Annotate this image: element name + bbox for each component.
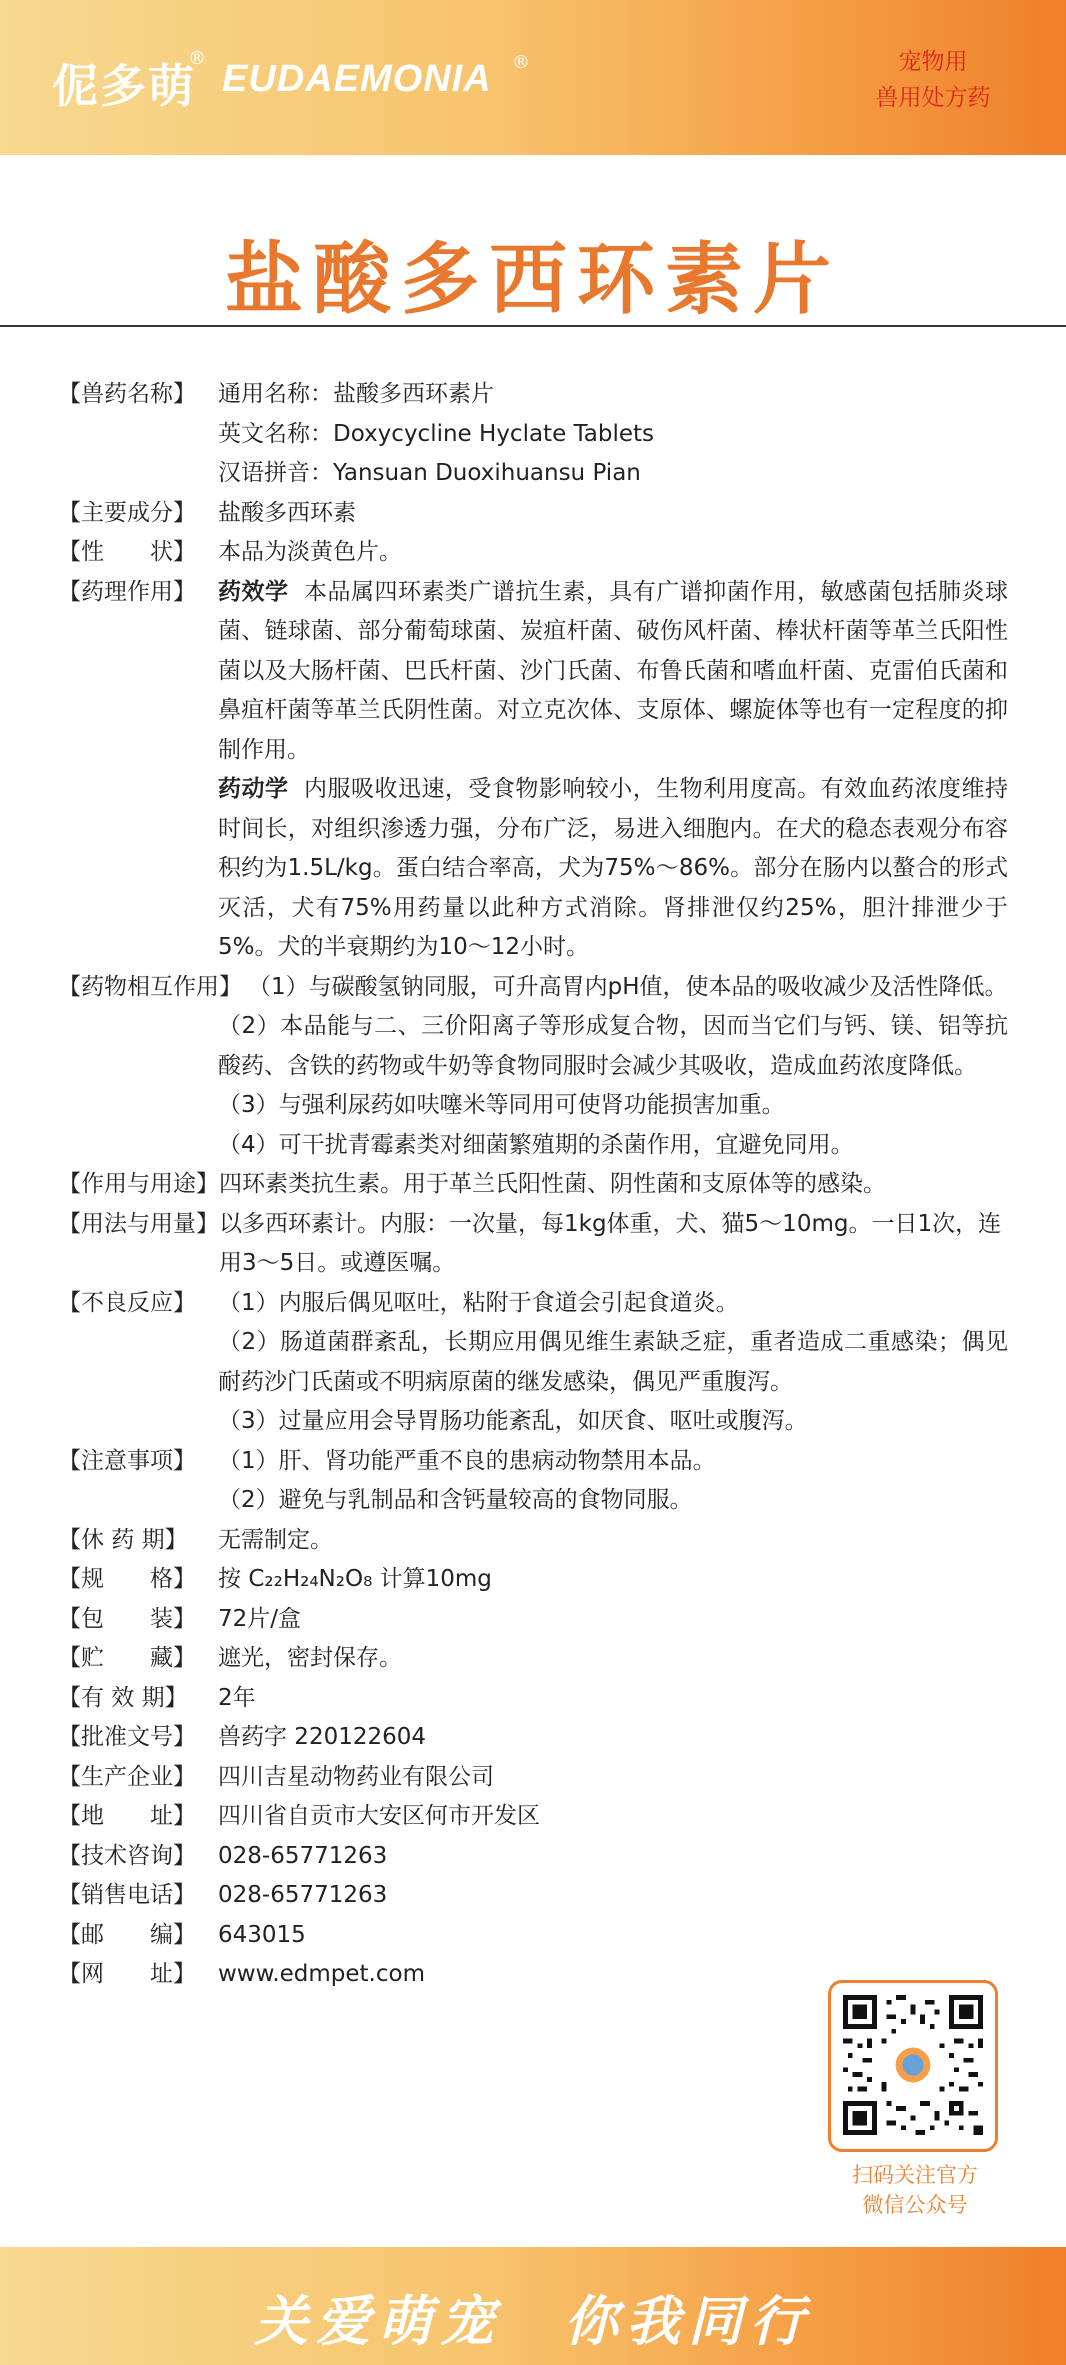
pk-text: 内服吸收迅速，受食物影响较小，生物利用度高。有效血药浓度维持时间长，对组织渗透力强，分布广泛，易进入细胞内。在犬的稳态表观分布容积约为1.5L/kg。蛋白结合率高，犬为75%～86%。部分在肠内以螯合的形式灭活，犬有75%用药量以此种方式消除。肾排泄仅约25%，胆汁排泄少于5%。犬的半衰期约为10～12小时。 [218, 776, 1009, 960]
pharmacodynamics [218, 573, 1008, 771]
package-value: 72片/盒 [218, 1605, 302, 1632]
dosage-label: 【用法与用量】 [58, 1210, 219, 1237]
package-label: 【包 装】 [58, 1605, 196, 1632]
spec-value [218, 1560, 1008, 1600]
interaction-4: （4）可干扰青霉素类对细菌繁殖期的杀菌作用，宜避免同用。 [218, 1131, 854, 1158]
adverse-row [58, 1284, 1008, 1324]
tech-row [58, 1837, 1008, 1877]
interaction-2: （2）本品能与二、三价阳离子等形成复合物，因而当它们与钙、镁、铝等抗酸药、含铁的药物或牛奶等食物同服时会减少其吸收，造成血药浓度降低。 [218, 1013, 1008, 1079]
ingredient-value: 盐酸多西环素 [218, 499, 356, 526]
address-label: 【地 址】 [58, 1803, 196, 1829]
pd-text: 本品属四环素类广谱抗生素，具有广谱抑菌作用，敏感菌包括肺炎球菌、链球菌、部分葡萄球菌、炭疽杆菌、破伤风杆菌、棒状杆菌等革兰氏阳性菌以及大肠杆菌、巴氏杆菌、沙门氏菌、布鲁氏菌和嗜血杆菌、克雷伯氏菌和鼻疽杆菌等革兰氏阴性菌。对立克次体、支原体、螺旋体等也有一定程度的抑制作用。 [218, 578, 1009, 763]
qr-caption-line: 微信公众号 [862, 2193, 968, 2217]
website-value: www.edmpet.com [218, 1961, 425, 1987]
approval-label: 【批准文号】 [58, 1724, 196, 1750]
appearance-label: 【性 状】 [58, 539, 196, 565]
pd-heading: 药效学 [218, 578, 289, 605]
spec-prefix: 按 [218, 1566, 241, 1592]
sales-value: 028-65771263 [218, 1882, 388, 1908]
spec-suffix: 计算10mg [379, 1566, 492, 1592]
spec-label: 【规 格】 [58, 1566, 196, 1592]
maker-label: 【生产企业】 [58, 1763, 196, 1790]
sales-row [58, 1876, 1008, 1916]
product-title: 盐酸多西环素片 [224, 235, 841, 325]
qr-code-frame [828, 1980, 998, 2152]
validity-row [58, 1679, 1008, 1719]
validity-label: 【有 效 期】 [58, 1684, 188, 1711]
title-band [0, 155, 1066, 327]
maker-value: 四川吉星动物药业有限公司 [218, 1763, 494, 1790]
zip-value: 643015 [218, 1921, 306, 1948]
pharmacology-row [58, 573, 1008, 771]
pk-heading: 药动学 [218, 776, 289, 802]
generic-name: 通用名称：盐酸多西环素片 [218, 381, 494, 407]
interaction-row [58, 968, 1008, 1008]
prescription-tag [858, 44, 1008, 116]
withdrawal-label: 【休 药 期】 [58, 1526, 188, 1553]
tech-label: 【技术咨询】 [58, 1842, 196, 1869]
pharmacokinetics [58, 770, 1008, 968]
ingredient-label: 【主要成分】 [58, 499, 196, 526]
indication-label: 【作用与用途】 [58, 1171, 219, 1197]
registered-mark: ® [512, 52, 530, 73]
withdrawal-value: 无需制定。 [218, 1526, 333, 1553]
brand-logo-en: EUDAEMONIA [222, 58, 492, 100]
storage-value: 遮光，密封保存。 [218, 1645, 402, 1671]
caution-label: 【注意事项】 [58, 1447, 196, 1474]
pharmacology-label: 【药理作用】 [58, 578, 196, 605]
adverse-label: 【不良反应】 [58, 1289, 196, 1316]
address-value: 四川省自贡市大安区何市开发区 [218, 1803, 540, 1829]
sales-label: 【销售电话】 [58, 1882, 196, 1908]
indication-row [58, 1165, 1008, 1205]
appearance-value: 本品为淡黄色片。 [218, 539, 402, 565]
package-row [58, 1600, 1008, 1640]
english-name: 英文名称：Doxycycline Hyclate Tablets [218, 420, 655, 447]
spec-formula: C₂₂H₂₄N₂O₈ [248, 1566, 373, 1592]
dosage-row [58, 1205, 1008, 1284]
zip-label: 【邮 编】 [58, 1921, 196, 1948]
storage-label: 【贮 藏】 [58, 1645, 196, 1671]
qr-caption [800, 2160, 1030, 2220]
website-label: 【网 址】 [58, 1961, 196, 1987]
insert-content [58, 375, 1008, 1995]
indication-value: 四环素类抗生素。用于革兰氏阳性菌、阴性菌和支原体等的感染。 [219, 1171, 886, 1197]
brand-logo-cn: 伲多萌 [52, 59, 196, 113]
interaction-label: 【药物相互作用】 [58, 973, 242, 1000]
maker-row [58, 1758, 1008, 1798]
zip-row [58, 1916, 1008, 1956]
caution-2: （2）避免与乳制品和含钙量较高的食物同服。 [218, 1487, 693, 1513]
slogan: 关爱萌宠 你我同行 [254, 2289, 812, 2353]
spec-row [58, 1560, 1008, 1600]
adverse-1: （1）内服后偶见呕吐，粘附于食道会引起食道炎。 [218, 1289, 739, 1316]
caution-1: （1）肝、肾功能严重不良的患病动物禁用本品。 [218, 1447, 716, 1474]
footer-banner [0, 2247, 1066, 2365]
tag-line: 宠物用 [898, 49, 968, 75]
approval-value: 兽药字 220122604 [218, 1724, 427, 1750]
appearance-row [58, 533, 1008, 573]
header-banner [0, 0, 1066, 155]
registered-mark: ® [188, 48, 206, 69]
adverse-2: （2）肠道菌群紊乱，长期应用偶见维生素缺乏症，重者造成二重感染；偶见耐药沙门氏菌或不明病原菌的继发感染，偶见严重腹泻。 [218, 1329, 1008, 1395]
address-row [58, 1797, 1008, 1837]
tag-line: 兽用处方药 [875, 85, 991, 111]
name-row [58, 375, 1008, 415]
approval-row [58, 1718, 1008, 1758]
pinyin-name: 汉语拼音：Yansuan Duoxihuansu Pian [218, 460, 641, 486]
tech-value: 028-65771263 [218, 1842, 388, 1869]
qr-code-icon [843, 1995, 983, 2135]
ingredient-row [58, 494, 1008, 534]
interaction-1: （1）与碳酸氢钠同服，可升高胃内pH值，使本品的吸收减少及活性降低。 [248, 973, 1008, 1000]
caution-row [58, 1442, 1008, 1482]
qr-caption-line: 扫码关注官方 [852, 2163, 978, 2187]
withdrawal-row [58, 1521, 1008, 1561]
interaction-3: （3）与强利尿药如呋噻米等同用可使肾功能损害加重。 [218, 1092, 785, 1118]
storage-row [58, 1639, 1008, 1679]
dosage-value: 以多西环素计。内服：一次量，每1kg体重，犬、猫5～10mg。一日1次，连用3～5日。或遵医嘱。 [219, 1210, 1002, 1276]
name-label: 【兽药名称】 [58, 381, 196, 407]
adverse-3: （3）过量应用会导胃肠功能紊乱，如厌食、呕吐或腹泻。 [218, 1408, 808, 1434]
validity-value: 2年 [218, 1684, 256, 1711]
